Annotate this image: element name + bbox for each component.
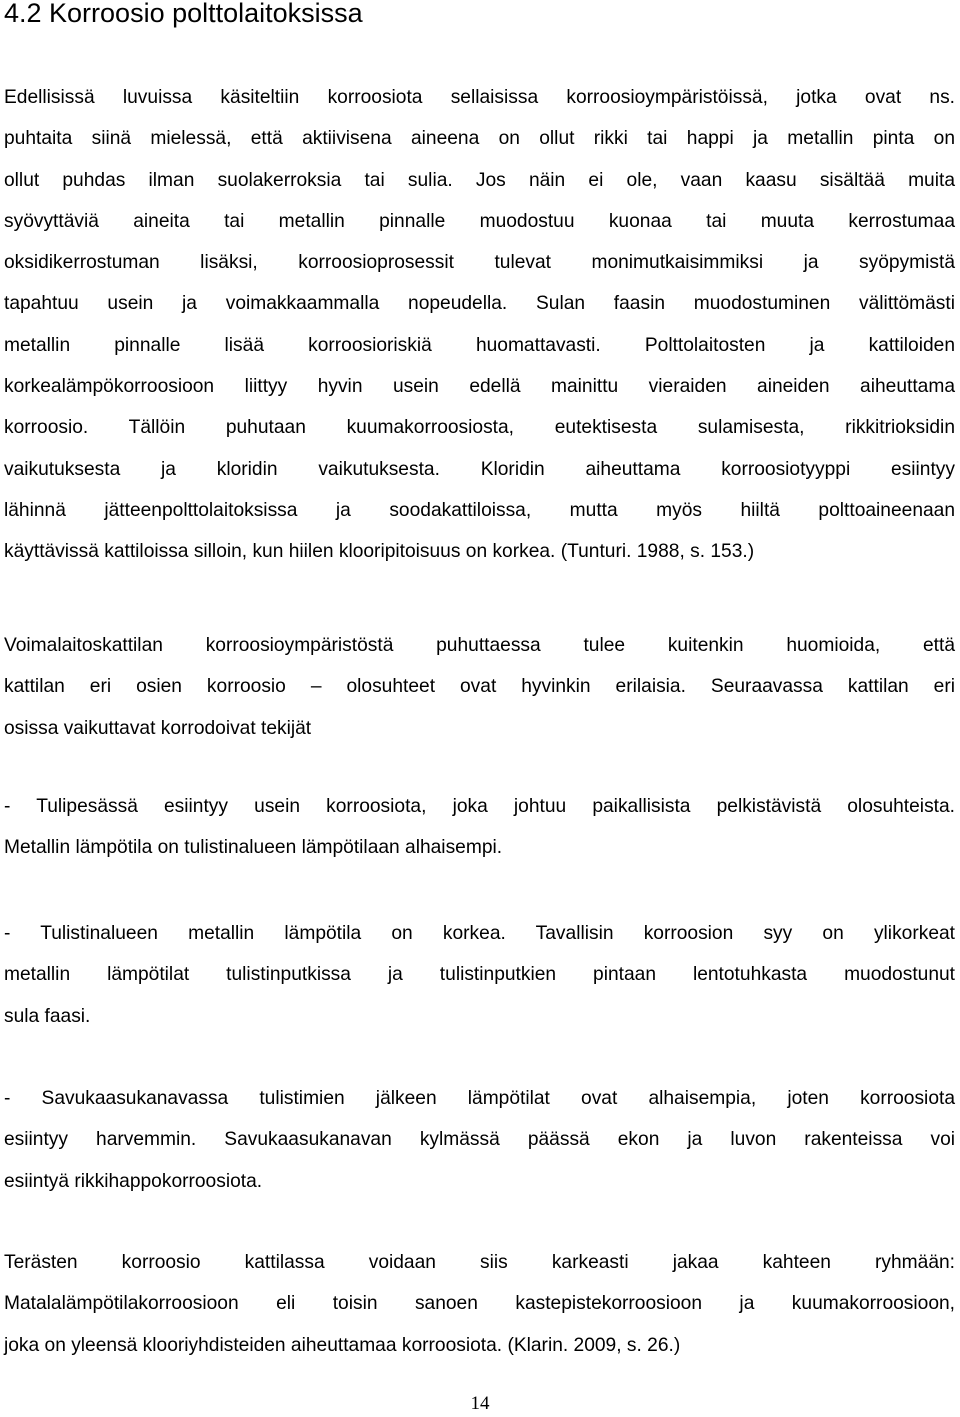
text-line: esiintyy harvemmin. Savukaasukanavan kylmässä päässä ekon ja luvon rakenteissa voi <box>4 1129 955 1151</box>
text-line: korroosio. Tällöin puhutaan kuumakorroosiosta, eutektisesta sulamisesta, rikkitrioksidin <box>4 417 955 439</box>
text-line: Terästen korroosio kattilassa voidaan siis karkeasti jakaa kahteen ryhmään: <box>4 1252 955 1273</box>
text-line: esiintyä rikkihappokorroosiota. <box>4 1170 263 1192</box>
text-line: sula faasi. <box>4 1005 91 1027</box>
text-line: - Tulipesässä esiintyy usein korroosiota, joka johtuu paikallisista pelkistävistä olosuhteista. <box>4 796 955 817</box>
text-line: Metallin lämpötila on tulistinalueen lämpötilaan alhaisempi. <box>4 837 503 859</box>
section-heading: 4.2 Korroosio polttolaitoksissa <box>4 0 363 28</box>
text-line: - Savukaasukanavassa tulistimien jälkeen lämpötilat ovat alhaisempia, joten korroosiota <box>4 1088 955 1109</box>
paragraph <box>4 77 955 573</box>
text-line: puhtaita siinä mielessä, että aktiivisena aineena on ollut rikki tai happi ja metallin pinta on <box>4 128 955 150</box>
text-line: oksidikerrostuman lisäksi, korroosioprosessit tulevat monimutkaisimmiksi ja syöpymistä <box>4 252 955 274</box>
paragraph <box>4 1242 955 1366</box>
text-line: korkealämpökorroosioon liittyy hyvin usein edellä mainittu vieraiden aineiden aiheuttama <box>4 376 955 398</box>
paragraph <box>4 625 955 749</box>
text-line: Voimalaitoskattilan korroosioympäristöstä puhuttaessa tulee kuitenkin huomioida, että <box>4 635 955 656</box>
text-line: metallin pinnalle lisää korroosioriskiä huomattavasti. Polttolaitosten ja kattiloiden <box>4 334 955 356</box>
paragraph <box>4 1078 955 1202</box>
text-line: osissa vaikuttavat korrodoivat tekijät <box>4 717 312 739</box>
text-line: Matalalämpötilakorroosioon eli toisin sanoen kastepistekorroosioon ja kuumakorroosioon, <box>4 1293 955 1315</box>
text-line: tapahtuu usein ja voimakkaammalla nopeudella. Sulan faasin muodostuminen välittömästi <box>4 293 955 315</box>
text-line: käyttävissä kattiloissa silloin, kun hiilen klooripitoisuus on korkea. (Tunturi. 1988, s. 153.) <box>4 541 755 563</box>
page-number: 14 <box>470 1393 490 1414</box>
paragraph <box>4 913 955 1037</box>
text-line: syövyttäviä aineita tai metallin pinnalle muodostuu kuonaa tai muuta kerrostumaa <box>4 210 955 232</box>
text-line: kattilan eri osien korroosio – olosuhteet ovat hyvinkin erilaisia. Seuraavassa kattilan eri <box>4 676 955 698</box>
paragraph <box>4 786 955 869</box>
text-line: vaikutuksesta ja kloridin vaikutuksesta. Kloridin aiheuttama korroosiotyyppi esiintyy <box>4 458 955 480</box>
text-line: Edellisissä luvuissa käsiteltiin korroosiota sellaisissa korroosioympäristöissä, jotka ovat ns. <box>4 87 955 108</box>
text-line: lähinnä jätteenpolttolaitoksissa ja soodakattiloissa, mutta myös hiiltä polttoaineenaan <box>4 499 955 521</box>
text-line: joka on yleensä klooriyhdisteiden aiheuttamaa korroosiota. (Klarin. 2009, s. 26.) <box>4 1334 681 1356</box>
text-line: metallin lämpötilat tulistinputkissa ja tulistinputkien pintaan lentotuhkasta muodostunut <box>4 964 955 986</box>
text-line: ollut puhdas ilman suolakerroksia tai sulia. Jos näin ei ole, vaan kaasu sisältää muita <box>4 169 955 191</box>
text-line: - Tulistinalueen metallin lämpötila on korkea. Tavallisin korroosion syy on ylikorkeat <box>4 923 955 944</box>
